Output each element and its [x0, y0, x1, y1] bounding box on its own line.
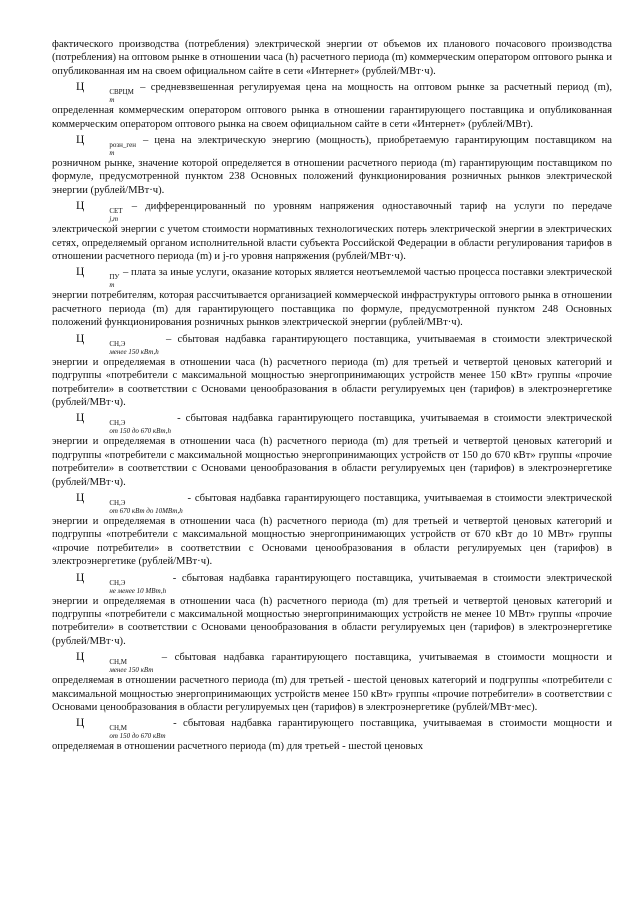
formula-symbol: Ц	[76, 81, 85, 94]
definition-paragraph	[52, 134, 612, 197]
definition-paragraph	[52, 717, 612, 753]
definition-paragraph	[52, 200, 612, 263]
formula-symbol: Ц	[76, 412, 85, 425]
paragraph-text: – средневзвешенная регулируемая цена на мощность на оптовом рынке за расчетный период (m), определенная коммерческим оператором оптового рынка в отношении гарантирующего поставщика и опубликованная коммерческим оператором оптового рынка на своем официальном сайте в сети «Интернет» (рублей/МВт).	[52, 82, 612, 130]
formula-superscript: СН,М	[109, 658, 128, 667]
formula-subscript: m	[109, 281, 115, 290]
definition-paragraph	[52, 266, 612, 329]
formula-superscript: СЕТ	[109, 207, 123, 216]
formula-superscript: СВРЦМ	[109, 88, 134, 97]
formula-indices	[85, 340, 158, 356]
formula-indices	[85, 579, 166, 595]
formula-symbol: Ц	[76, 717, 85, 730]
formula-symbol: Ц	[76, 200, 85, 213]
formula-superscript: СН,М	[109, 724, 128, 733]
document-page	[52, 38, 612, 757]
definition-paragraph	[52, 333, 612, 410]
formula-superscript: ПУ	[109, 273, 120, 282]
formula-symbol: Ц	[76, 571, 85, 584]
formula-indices	[85, 499, 182, 515]
formula-indices	[85, 724, 165, 740]
formula-indices	[85, 88, 134, 104]
definition-paragraph	[52, 651, 612, 714]
formula-symbol: Ц	[76, 332, 85, 345]
formula-symbol: Ц	[76, 651, 85, 664]
paragraph-text: – сбытовая надбавка гарантирующего поставщика, учитываемая в стоимости электрической энергии и определяемая в отношении часа (h) расчетного периода (m) для третьей и четвертой ценовых категорий и подгруппы «потребители с максимальной мощностью энергопринимающих устройств менее 150 кВт» группы «прочие потребители» в соответствии с Основами ценообразования в области регулируемых цен (тарифов) в электроэнергетике (рублей/МВт·ч).	[52, 333, 612, 408]
formula-superscript: розн_ген	[109, 141, 136, 150]
formula-indices	[85, 207, 122, 223]
definition-paragraph	[52, 572, 612, 649]
formula-indices	[85, 419, 171, 435]
paragraph-text: - сбытовая надбавка гарантирующего поставщика, учитываемая в стоимости электрической энергии и определяемая в отношении часа (h) расчетного периода (m) для третьей и четвертой ценовых категорий и подгруппы «потребители с максимальной мощностью энергопринимающих устройств от 150 до 670 кВт» группы «прочие потребители» в соответствии с Основами ценообразования в области регулируемых цен (тарифов) в электроэнергетике (рублей/МВт·ч).	[52, 413, 612, 488]
paragraph-text: – плата за иные услуги, оказание которых является неотъемлемой частью процесса поставки электрической энергии потребителям, которая рассчитывается организацией коммерческой инфраструктуры оптового рынка в отношении расчетного периода (m) для гарантирующего поставщика по формуле, предусмотренной пунктом 248 Основных положений функционирования розничных рынков электрической энергии (рублей/МВт·ч).	[52, 267, 612, 329]
formula-subscript: менее 150 кВт,h	[109, 347, 159, 356]
definition-paragraph	[52, 492, 612, 569]
formula-indices	[85, 658, 153, 674]
definition-paragraph	[52, 412, 612, 489]
text-paragraph	[52, 38, 612, 78]
formula-subscript: m	[109, 96, 115, 105]
formula-indices	[85, 273, 119, 289]
paragraph-text: фактического производства (потребления) электрической энергии от объемов их планового почасового производства (потребления) на оптовом рынке в отношении часа (h) расчетного периода (m) коммерческим оператором оптового рынка и опубликованная им на своем официальном сайте в сети «Интернет» (рублей/МВт·ч).	[52, 39, 612, 77]
paragraph-text: - сбытовая надбавка гарантирующего поставщика, учитываемая в стоимости мощности и определяемая в отношении расчетного периода (m) для третьей - шестой ценовых	[52, 718, 612, 753]
formula-superscript: СН,Э	[109, 578, 126, 587]
paragraph-text: - сбытовая надбавка гарантирующего поставщика, учитываемая в стоимости электрической энергии и определяемая в отношении часа (h) расчетного периода (m) для третьей и четвертой ценовых категорий и подгруппы «потребители с максимальной мощностью энергопринимающих устройств не менее 10 МВт» группы «прочие потребители» в соответствии с Основами ценообразования в области регулируемых цен (тарифов) в электроэнергетике (рублей/МВт·ч).	[52, 572, 612, 647]
formula-symbol: Ц	[76, 491, 85, 504]
formula-subscript: от 150 до 670 кВт,h	[109, 427, 172, 436]
formula-subscript: m	[109, 149, 115, 158]
formula-superscript: СН,Э	[109, 339, 126, 348]
formula-superscript: СН,Э	[109, 419, 126, 428]
formula-symbol: Ц	[76, 134, 85, 147]
formula-subscript: j,m	[109, 215, 119, 224]
paragraph-text: – дифференцированный по уровням напряжения одноставочный тариф на услуги по передаче электрической энергии с учетом стоимости нормативных технологических потерь электрической энергии в электрических сетях, определяемый органом исполнительной власти субъекта Российской Федерации в области регулирования тарифов в отношении расчетного периода (m) и j-го уровня напряжения (рублей/МВт·ч).	[52, 201, 612, 263]
definition-paragraph	[52, 81, 612, 131]
formula-superscript: СН,Э	[109, 498, 126, 507]
paragraph-text: - сбытовая надбавка гарантирующего поставщика, учитываемая в стоимости электрической энергии и определяемая в отношении часа (h) расчетного периода (m) для третьей и четвертой ценовых категорий и подгруппы «потребители с максимальной мощностью энергопринимающих устройств от 670 кВт до 10 МВт» группы «прочие потребители» в соответствии с Основами ценообразования в области регулируемых цен (тарифов) в электроэнергетике (рублей/МВт·ч).	[52, 492, 612, 568]
formula-subscript: не менее 10 МВт,h	[109, 586, 167, 595]
paragraph-text: – сбытовая надбавка гарантирующего поставщика, учитываемая в стоимости мощности и определяемая в отношении расчетного периода (m) для третьей - шестой ценовых категорий и подгруппы «потребители с максимальной мощностью энергопринимающих устройств менее 150 кВт» группы «прочие потребители» в соответствии с Основами ценообразования в области регулируемых цен (тарифов) в электроэнергетике (рублей/МВт·мес).	[52, 652, 612, 713]
formula-subscript: менее 150 кВт	[109, 666, 154, 675]
paragraph-text: – цена на электрическую энергию (мощность), приобретаемую гарантирующим поставщиком на розничном рынке, значение которой определяется в отношении расчетного периода (m) гарантирующим поставщиком по формуле, предусмотренной пунктом 238 Основных положений функционирования розничных рынков электрической энергии (рублей/МВт·ч).	[52, 135, 612, 196]
formula-symbol: Ц	[76, 266, 85, 279]
formula-subscript: от 670 кВт до 10МВт,h	[109, 506, 183, 515]
formula-subscript: от 150 до 670 кВт	[109, 732, 166, 741]
formula-indices	[85, 141, 136, 157]
